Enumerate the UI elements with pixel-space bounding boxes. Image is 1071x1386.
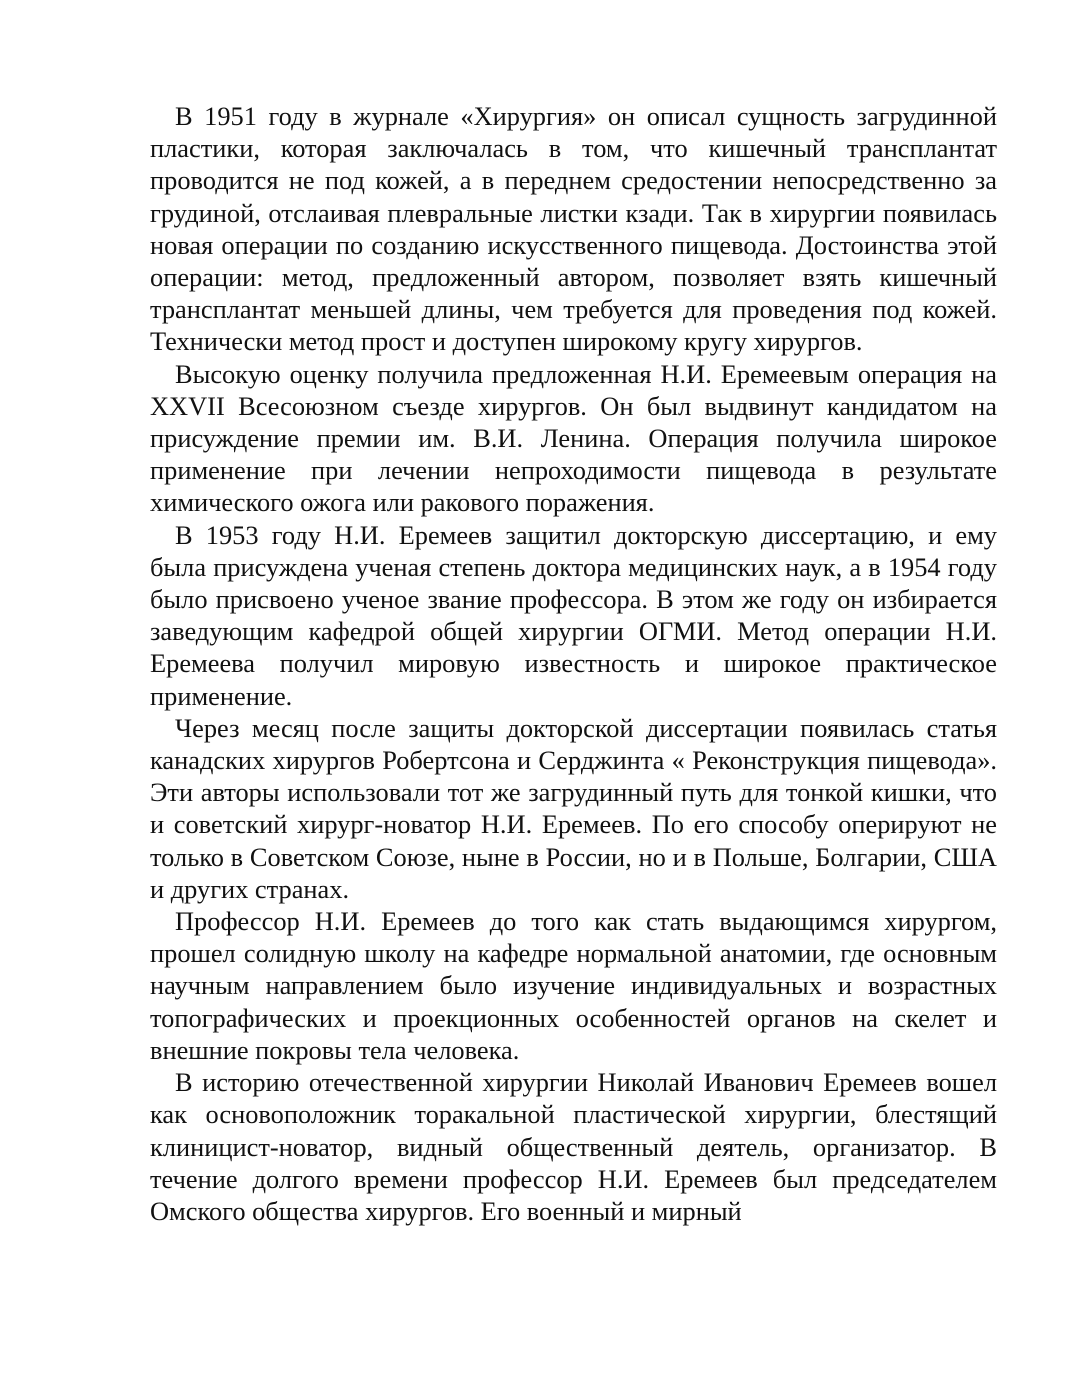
paragraph-1: В 1951 году в журнале «Хирургия» он описал сущность загрудинной пластики, которая заключалась в том, что кишечный трансплантат проводится не под кожей, а в переднем средостении непосредственно за грудиной, отслаивая плевральные листки кзади. Так в хирургии появилась новая операции по созданию искусственного пищевода. Достоинства этой операции: метод, предложенный автором, позволяет взять кишечный трансплантат меньшей длины, чем требуется для проведения под кожей. Технически метод прост и доступен широкому кругу хирургов. bbox=[150, 101, 997, 357]
paragraph-3: В 1953 году Н.И. Еремеев защитил докторскую диссертацию, и ему была присуждена ученая степень доктора медицинских наук, а в 1954 году было присвоено ученое звание профессора. В этом же году он избирается заведующим кафедрой общей хирургии ОГМИ. Метод операции Н.И. Еремеева получил мировую известность и широкое практическое применение. bbox=[150, 519, 997, 711]
document-page bbox=[150, 100, 997, 1227]
paragraph-4: Через месяц после защиты докторской диссертации появилась статья канадских хирургов Робертсона и Серджинта « Реконструкция пищевода». Эти авторы использовали тот же загрудинный путь для тонкой кишки, что и советский хирург-новатор Н.И. Еремеев. По его способу оперируют не только в Советском Союзе, ныне в России, но и в Польше, Болгарии, США и других странах. bbox=[150, 712, 997, 904]
paragraph-2: Высокую оценку получила предложенная Н.И. Еремеевым операция на XXVII Всесоюзном съезде хирургов. Он был выдвинут кандидатом на присуждение премии им. В.И. Ленина. Операция получила широкое применение при лечении непроходимости пищевода в результате химического ожога или ракового поражения. bbox=[150, 358, 997, 518]
paragraph-6: В историю отечественной хирургии Николай Иванович Еремеев вошел как основоположник торакальной пластической хирургии, блестящий клиницист-новатор, видный общественный деятель, организатор. В течение долгого времени профессор Н.И. Еремеев был председателем Омского общества хирургов. Его военный и мирный bbox=[150, 1067, 997, 1226]
paragraph-5: Профессор Н.И. Еремеев до того как стать выдающимся хирургом, прошел солидную школу на кафедре нормальной анатомии, где основным научным направлением было изучение индивидуальных и возрастных топографических и проекционных особенностей органов на скелет и внешние покровы тела человека. bbox=[150, 906, 997, 1065]
